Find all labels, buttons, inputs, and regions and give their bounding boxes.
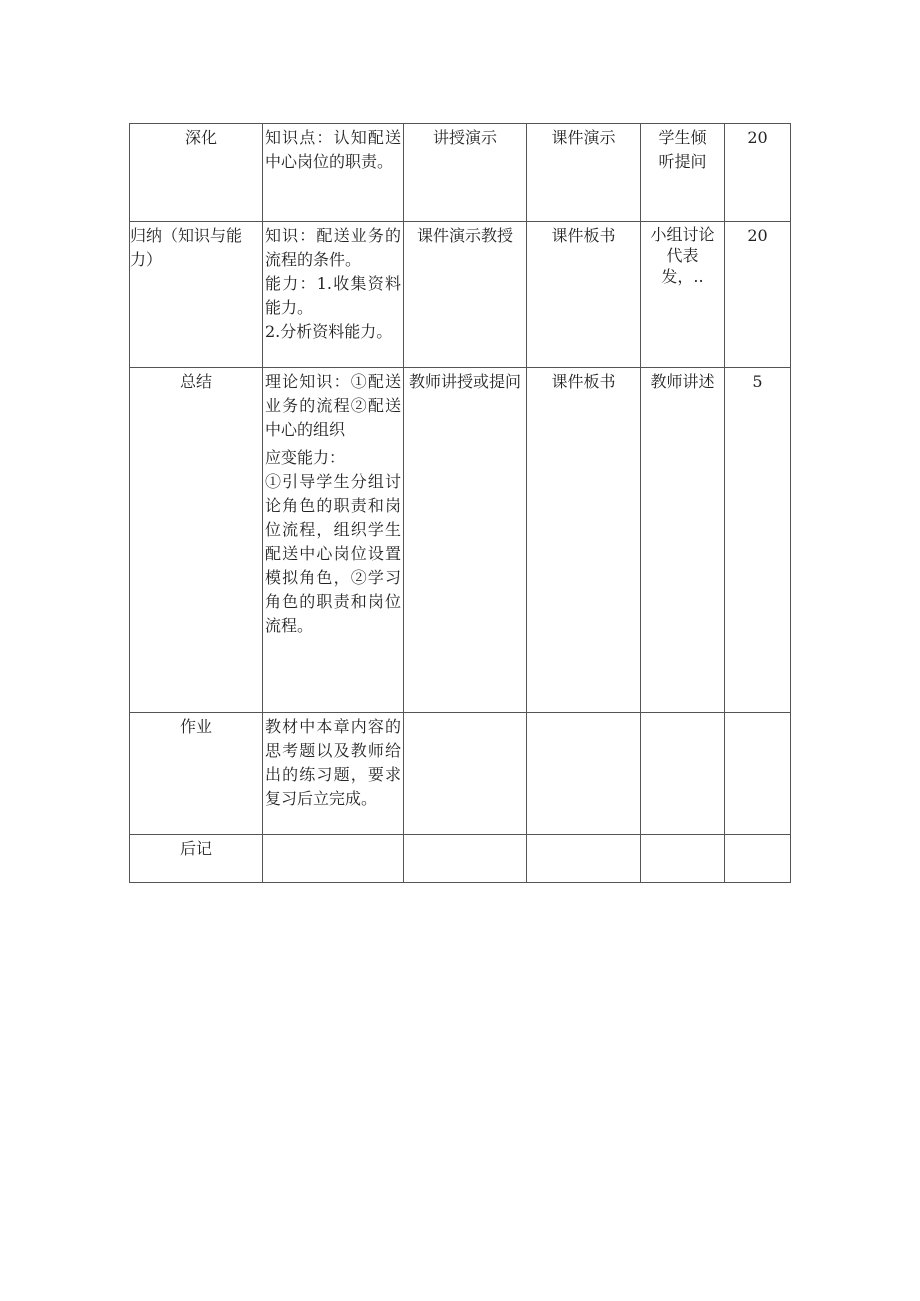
- stage-cell: [130, 124, 263, 222]
- content-cell: [263, 713, 404, 835]
- media-cell: 课件演示: [527, 124, 641, 222]
- table-row: [130, 124, 791, 222]
- minutes-cell: [725, 713, 791, 835]
- method-cell: 课件演示教授: [404, 222, 527, 368]
- stage-cell: [130, 368, 263, 713]
- table-row: [130, 368, 791, 713]
- activity-cell: [641, 835, 725, 883]
- minutes-cell: 20: [725, 222, 791, 368]
- content-text: 知识：配送业务的流程的条件。: [265, 226, 401, 269]
- content-text: 教材中本章内容的思考题以及教师给出的练习题，要求复习后立完成。: [265, 717, 401, 808]
- stage-text: 深化: [184, 128, 217, 147]
- content-cell: [263, 368, 404, 713]
- stage-text: 后记: [179, 839, 212, 858]
- method-cell: [404, 835, 527, 883]
- content-text: 能力：1.收集资料能力。: [265, 274, 401, 317]
- activity-cell: [641, 124, 725, 222]
- content-cell: [263, 222, 404, 368]
- method-cell: 教师讲授或提问: [404, 368, 527, 713]
- activity-cell: [641, 713, 725, 835]
- lesson-plan-table: [129, 123, 791, 883]
- minutes-cell: 20: [725, 124, 791, 222]
- stage-text: 作业: [179, 717, 212, 736]
- content-text: 知识点：认知配送中心岗位的职责。: [265, 128, 401, 171]
- table-row: [130, 222, 791, 368]
- table-row: [130, 713, 791, 835]
- minutes-cell: 5: [725, 368, 791, 713]
- activity-text: 学生倾听提问: [658, 128, 707, 171]
- content-cell: [263, 835, 404, 883]
- content-text: 应变能力：: [265, 448, 346, 467]
- media-cell: 课件板书: [527, 222, 641, 368]
- activity-text: 小组讨论代表发，..: [650, 225, 715, 286]
- content-text: 2.分析资料能力。: [265, 322, 393, 341]
- method-cell: 讲授演示: [404, 124, 527, 222]
- stage-cell: [130, 222, 263, 368]
- media-cell: [527, 835, 641, 883]
- content-text: 理论知识：①配送业务的流程②配送中心的组织: [265, 372, 401, 439]
- stage-cell: [130, 713, 263, 835]
- activity-cell: 教师讲述: [641, 368, 725, 713]
- minutes-cell: [725, 835, 791, 883]
- content-cell: [263, 124, 404, 222]
- method-cell: [404, 713, 527, 835]
- content-text: ①引导学生分组讨论角色的职责和岗位流程，组织学生配送中心岗位设置模拟角色，②学习角色的职责和岗位流程。: [265, 472, 401, 635]
- table-row: [130, 835, 791, 883]
- stage-text: 归纳（知识与能力）: [130, 226, 243, 269]
- stage-text: 总结: [179, 372, 212, 391]
- stage-cell: [130, 835, 263, 883]
- media-cell: [527, 713, 641, 835]
- activity-cell: [641, 222, 725, 368]
- media-cell: 课件板书: [527, 368, 641, 713]
